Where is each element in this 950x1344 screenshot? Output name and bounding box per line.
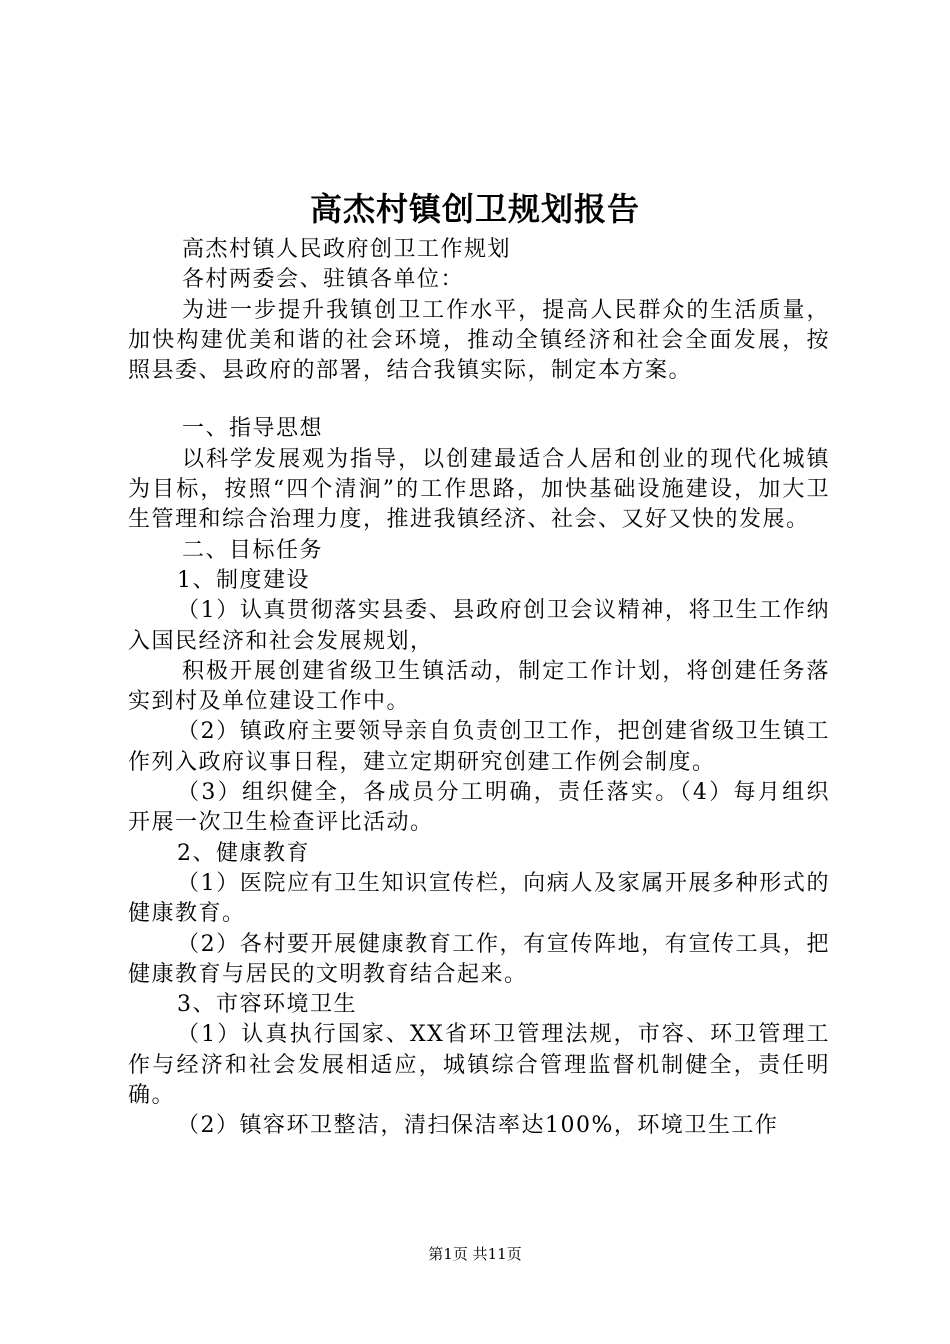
- paragraph-heading-plan: 高杰村镇人民政府创卫工作规划: [182, 237, 512, 262]
- page-number-footer: 第1页 共11页: [428, 1245, 522, 1263]
- document-title: 高杰村镇创卫规划报告: [309, 190, 640, 228]
- subsection-heading-health-education: 2、健康教育: [177, 840, 310, 866]
- subsection-heading-sanitation: 3、市容环境卫生: [177, 992, 357, 1018]
- paragraph-system-1-cont: 积极开展创建省级卫生镇活动，制定工作计划，将创建任务落实到村及单位建设工作中。: [128, 658, 830, 715]
- paragraph-sanitation-2: （2）镇容环卫整洁，清扫保洁率达100%，环境卫生工作: [177, 1113, 779, 1139]
- paragraph-intro: 为进一步提升我镇创卫工作水平，提高人民群众的生活质量，加快构建优美和谐的社会环境，推动全镇经济和社会全面发展，按照县委、县政府的部署，结合我镇实际，制定本方案。: [128, 297, 830, 384]
- paragraph-sanitation-1: （1）认真执行国家、XX省环卫管理法规，市容、环卫管理工作与经济和社会发展相适应，城镇综合管理监督机制健全，责任明确。: [128, 1022, 830, 1109]
- paragraph-system-2: （2）镇政府主要领导亲自负责创卫工作，把创建省级卫生镇工作列入政府议事日程，建立定期研究创建工作例会制度。: [128, 719, 830, 775]
- paragraph-health-2: （2）各村要开展健康教育工作，有宣传阵地，有宣传工具，把健康教育与居民的文明教育结合起来。: [128, 931, 830, 987]
- section-heading-goals: 二、目标任务: [182, 537, 324, 563]
- paragraph-system-3-4: （3）组织健全，各成员分工明确，责任落实。（4）每月组织开展一次卫生检查评比活动。: [128, 780, 830, 836]
- document-body: [128, 235, 830, 1142]
- paragraph-guiding-thought: 以科学发展观为指导，以创建最适合人居和创业的现代化城镇为目标，按照“四个清涧”的工作思路，加快基础设施建设，加大卫生管理和综合治理力度，推进我镇经济、社会、又好又快的发展。: [128, 446, 830, 533]
- subsection-heading-system: 1、制度建设: [177, 567, 310, 593]
- paragraph-system-1: （1）认真贯彻落实县委、县政府创卫会议精神，将卫生工作纳入国民经济和社会发展规划，: [128, 598, 830, 654]
- paragraph-salutation: 各村两委会、驻镇各单位：: [182, 267, 465, 293]
- section-heading-guiding-thought: 一、指导思想: [182, 416, 324, 442]
- paragraph-health-1: （1）医院应有卫生知识宣传栏，向病人及家属开展多种形式的健康教育。: [128, 870, 830, 927]
